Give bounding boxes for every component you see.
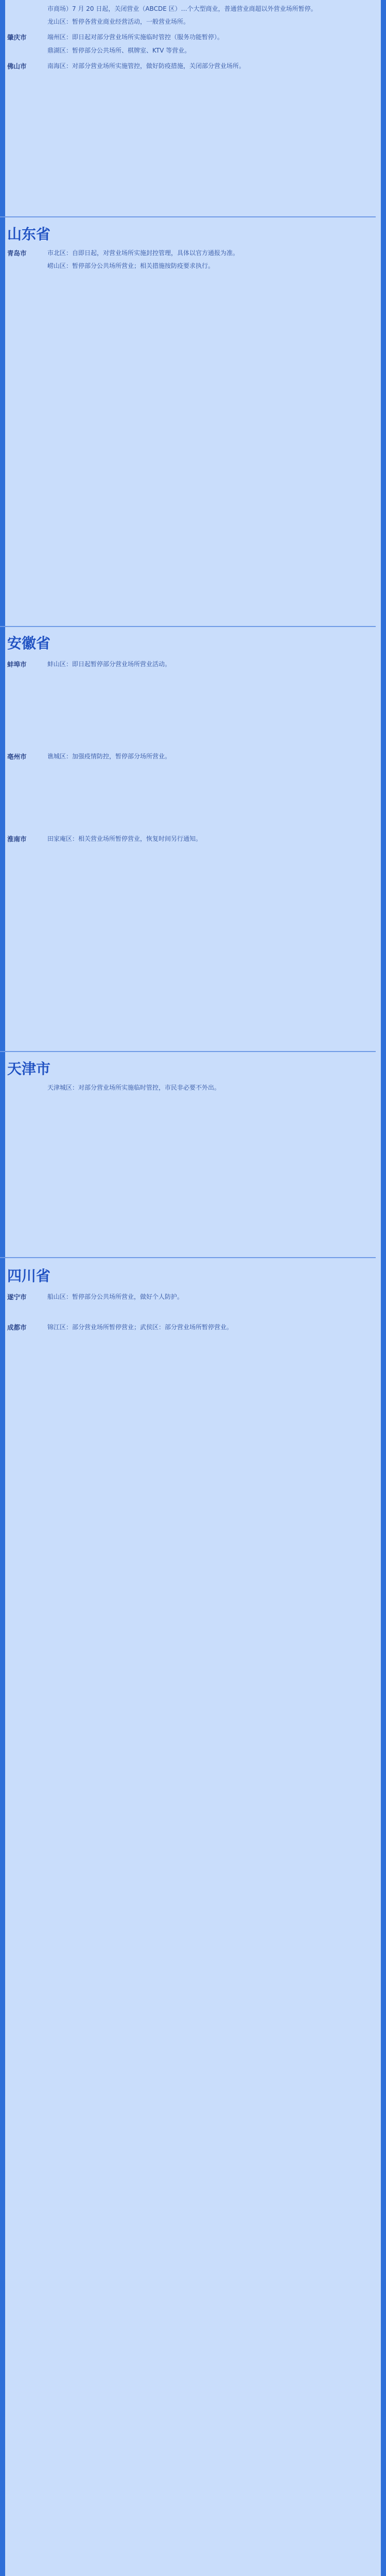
section-1 bbox=[7, 248, 369, 274]
detail-text: 市商场）7 月 20 日起，关闭营业（ABCDE 区）…个大型商业，普通营业商超以外营业场所暂停。 bbox=[47, 5, 317, 12]
city-label bbox=[7, 1083, 47, 1093]
detail-text: 市北区：自即日起，对营业场所实施封控管理，具体以官方通报为准。 bbox=[47, 249, 239, 257]
row-3-0 bbox=[7, 1083, 369, 1093]
city-label: 淮南市 bbox=[7, 835, 27, 843]
row-0-0 bbox=[7, 4, 369, 14]
detail-text: 天津城区：对部分营业场所实施临时管控，市民非必要不外出。 bbox=[47, 1084, 221, 1091]
detail-text: 蚌山区：即日起暂停部分营业场所营业活动。 bbox=[47, 660, 171, 668]
city-label bbox=[7, 4, 47, 14]
city-label: 佛山市 bbox=[7, 62, 27, 71]
city-label: 蚌埠市 bbox=[7, 660, 27, 668]
province-heading: 山东省 bbox=[7, 226, 51, 243]
province-heading: 安徽省 bbox=[7, 635, 51, 652]
row-1-1 bbox=[7, 261, 369, 271]
section-divider bbox=[0, 626, 376, 627]
section-divider bbox=[0, 1051, 376, 1052]
city-label: 肇庆市 bbox=[7, 33, 27, 42]
detail-text: 崂山区：暂停部分公共场所营业；相关措施按防疫要求执行。 bbox=[47, 262, 215, 270]
detail-text: 龙山区：暂停各营业商业经营活动，一般营业场所。 bbox=[47, 18, 190, 25]
city-label bbox=[7, 17, 47, 27]
detail-text: 田家庵区：相关营业场所暂停营业，恢复时间另行通知。 bbox=[47, 835, 202, 842]
row-4-0 bbox=[7, 1292, 369, 1302]
province-heading: 天津市 bbox=[7, 1060, 51, 1077]
row-0-1 bbox=[7, 17, 369, 27]
city-label: 亳州市 bbox=[7, 753, 27, 761]
city-label: 成都市 bbox=[7, 1324, 27, 1332]
section-divider bbox=[0, 1257, 376, 1258]
city-label bbox=[7, 46, 47, 56]
detail-text: 鼎湖区：暂停部分公共场所、棋牌室、KTV 等营业。 bbox=[47, 46, 191, 54]
section-2 bbox=[7, 659, 369, 847]
detail-text: 南海区：对部分营业场所实施管控，做好防疫措施，关闭部分营业场所。 bbox=[47, 62, 245, 70]
row-0-4 bbox=[7, 61, 369, 71]
row-4-1 bbox=[7, 1323, 369, 1332]
row-0-3 bbox=[7, 46, 369, 56]
row-2-1 bbox=[7, 752, 369, 761]
city-label bbox=[7, 261, 47, 271]
section-0 bbox=[7, 4, 369, 75]
section-divider bbox=[0, 216, 376, 217]
detail-text: 谯城区：加强疫情防控，暂停部分场所营业。 bbox=[47, 753, 171, 760]
row-0-2 bbox=[7, 32, 369, 42]
city-label: 青岛市 bbox=[7, 249, 27, 257]
section-4 bbox=[7, 1292, 369, 1336]
detail-text: 锦江区：部分营业场所暂停营业；武侯区：部分营业场所暂停营业。 bbox=[47, 1324, 233, 1331]
notice-sheet bbox=[5, 0, 381, 2576]
row-2-0 bbox=[7, 659, 369, 669]
province-heading: 四川省 bbox=[7, 1267, 51, 1284]
detail-text: 端州区：即日起对部分营业场所实施临时管控（服务功能暂停）。 bbox=[47, 33, 224, 41]
city-label: 遂宁市 bbox=[7, 1293, 27, 1301]
section-3 bbox=[7, 1083, 369, 1096]
row-2-2 bbox=[7, 834, 369, 844]
row-1-0 bbox=[7, 248, 369, 258]
detail-text: 船山区：暂停部分公共场所营业，做好个人防护。 bbox=[47, 1293, 184, 1300]
